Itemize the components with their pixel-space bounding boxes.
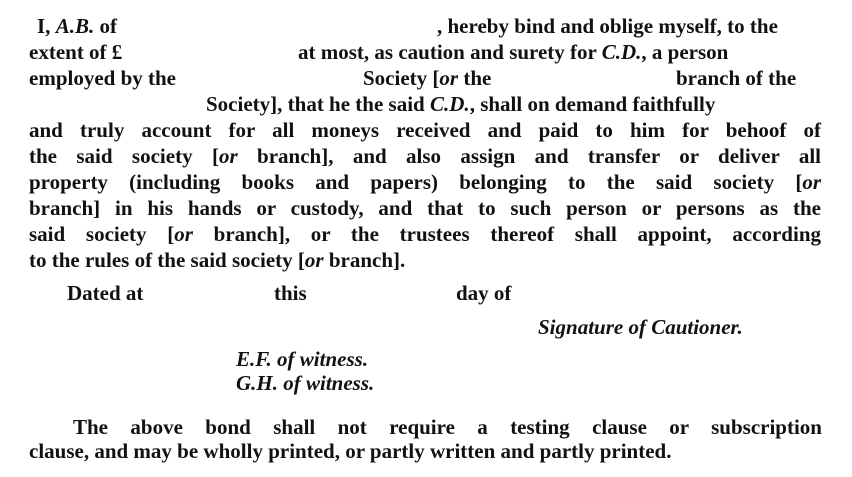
party-ab: A.B. [55,14,95,38]
bond-text: , hereby bind and oblige myself, to the [437,14,778,38]
bond-text: Society [ [363,66,440,90]
bond-text: at most, as caution and surety for [298,40,602,64]
witness-line-1: E.F. of witness. [236,347,369,371]
bond-text-italic: or [802,170,821,194]
dated-day-label: day of [456,281,512,305]
dated-at-label: Dated at [67,281,144,305]
bond-text: to the rules of the said society [ [29,248,305,272]
bond-text: , shall on demand faithfully [469,92,716,116]
bond-text: extent of £ [29,40,123,64]
bond-text: branch of the [676,66,797,90]
bond-line-6 [29,143,821,169]
bond-text-italic: or [218,144,238,168]
bond-text: the [458,66,492,90]
party-cd: C.D. [601,40,642,64]
bond-text: branch], or the trustees thereof shall appoint, according [192,222,821,246]
bond-line-4 [206,91,715,117]
bond-text-italic: or [439,66,459,90]
bond-text: , a person [641,40,729,64]
bond-text: said society [ [29,222,175,246]
bond-text: employed by the [29,66,176,90]
note-line-1: The above bond shall not require a testing clause or subscription [73,415,822,439]
bond-text: I, [37,14,56,38]
bond-text: branch], and also assign and transfer or deliver all [237,144,821,168]
dated-this-label: this [274,281,307,305]
bond-text: Society], that he the said [206,92,430,116]
bond-text-italic: or [174,222,193,246]
bond-text: the said society [ [29,144,219,168]
note-line-2: clause, and may be wholly printed, or partly written and partly printed. [29,439,672,463]
party-cd: C.D. [430,92,470,116]
bond-line-9 [29,221,821,247]
bond-text: of [94,14,117,38]
bond-line-8: branch] in his hands or custody, and that to such person or persons as the [29,196,821,220]
bond-text-italic: or [304,248,324,272]
bond-line-7 [29,169,821,195]
bond-line-5: and truly account for all moneys received and paid to him for behoof of [29,118,821,142]
witness-line-2: G.H. of witness. [236,371,375,395]
bond-text: branch]. [323,248,406,272]
signature-of-cautioner: Signature of Cautioner. [538,315,743,339]
bond-line-10 [29,247,405,273]
bond-text: property (including books and papers) belonging to the said society [ [29,170,803,194]
